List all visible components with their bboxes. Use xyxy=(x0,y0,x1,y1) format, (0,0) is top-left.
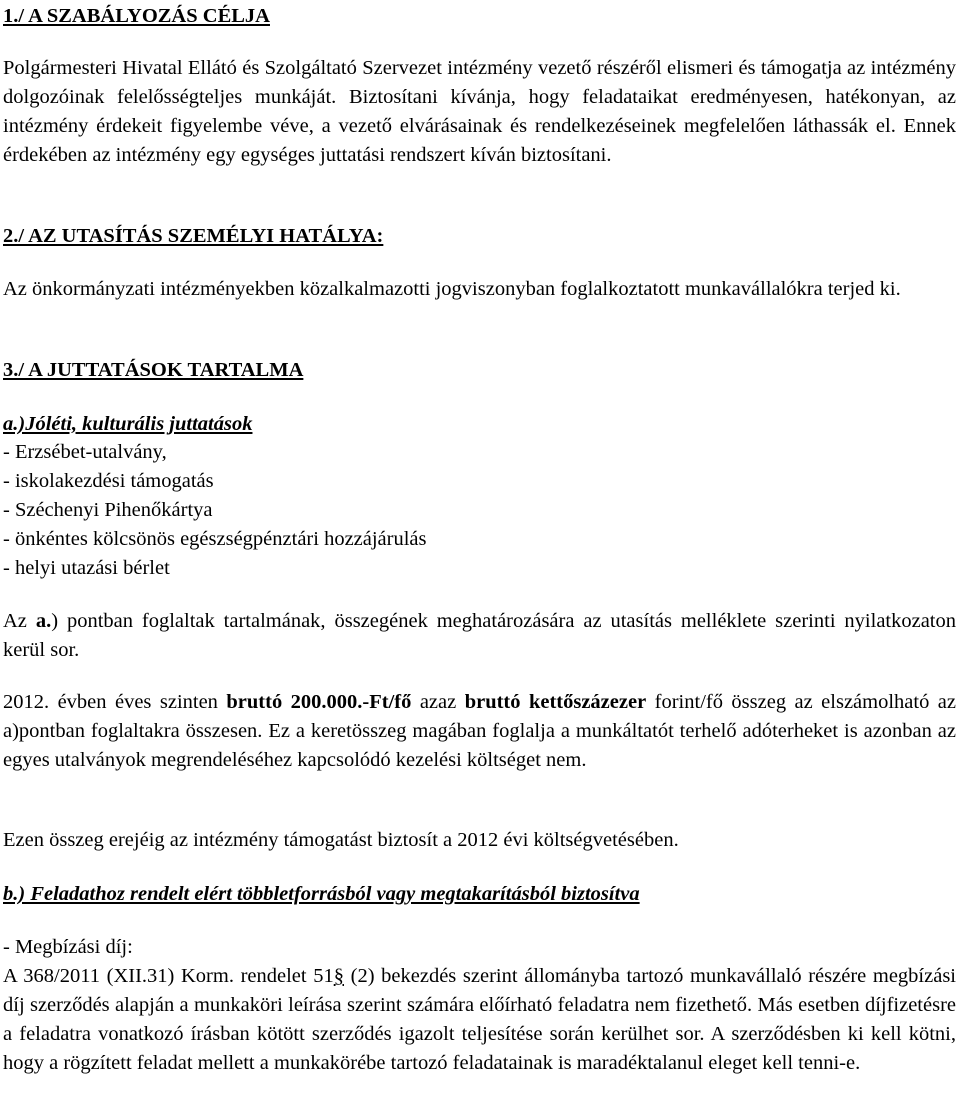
paragraph-decree xyxy=(3,962,956,1078)
paragraph-text: ) pontban foglaltak tartalmának, összegének meghatározására az utasítás melléklete szerinti nyilatkozaton kerül sor. xyxy=(3,610,957,661)
list-item: - Megbízási díj: xyxy=(3,936,133,958)
paragraph-text: azaz xyxy=(411,691,465,713)
section-sign: § xyxy=(333,965,344,987)
list-item: - iskolakezdési támogatás xyxy=(3,470,214,492)
subsection-b-title: b.) Feladathoz rendelt elért többletforrásból vagy megtakarításból biztosítva xyxy=(3,883,640,905)
paragraph-statement xyxy=(3,607,956,665)
benefits-list xyxy=(3,438,956,583)
subsection-a-title: a.)Jóléti, kulturális juttatások xyxy=(3,413,253,435)
list-item: - önkéntes kölcsönös egészségpénztári hozzájárulás xyxy=(3,528,427,550)
amount-bold: bruttó 200.000.-Ft/fő xyxy=(226,691,412,713)
section-2-heading: 2./ AZ UTASÍTÁS SZEMÉLYI HATÁLYA: xyxy=(3,225,384,247)
paragraph-text: 2012. évben éves szinten xyxy=(3,691,227,713)
section-1-paragraph: Polgármesteri Hivatal Ellátó és Szolgáltató Szervezet intézmény vezető részéről elismeri és támogatja az intézmény dolgozóinak felelősségteljes munkáját. Biztosítani kívánja, hogy feladataikat eredményesen, hatékonyan, az intézmény érdekeit figyelembe véve, a vezető elvárásainak és rendelkezéseinek megfelelően láthassák el. Ennek érdekében az intézmény egy egységes juttatási rendszert kíván biztosítani. xyxy=(3,57,956,166)
amount-words-bold: bruttó kettőszázezer xyxy=(464,691,647,713)
paragraph-budget: Ezen összeg erejéig az intézmény támogatást biztosít a 2012 évi költségvetésében. xyxy=(3,829,679,851)
section-2-paragraph: Az önkormányzati intézményekben közalkalmazotti jogviszonyban foglalkoztatott munkavállalókra terjed ki. xyxy=(3,278,901,300)
paragraph-text: Az xyxy=(3,610,36,632)
list-item: - Erzsébet-utalvány, xyxy=(3,441,167,463)
paragraph-amount xyxy=(3,688,956,775)
section-3-heading: 3./ A JUTTATÁSOK TARTALMA xyxy=(3,359,304,381)
paragraph-text: A 368/2011 (XII.31) Korm. rendelet 51 xyxy=(3,965,334,987)
paragraph-text: (2) bekezdés szerint állományba tartozó munkavállaló részére megbízási díj szerződés alapján a munkaköri leírása szerint számára előírható feladatra nem fizethető. Más esetben díjfizetésre a feladatra vonatkozó írásban kötött szerződés igazolt teljesítése során kerülhet sor. A szerződésben ki kell kötni, hogy a rögzített feladat mellett a munkakörébe tartozó feladatainak is maradéktalanul eleget kell tenni-e. xyxy=(3,965,956,1074)
list-item: - helyi utazási bérlet xyxy=(3,557,170,579)
paragraph-bold-ref: a. xyxy=(35,610,52,632)
section-1-heading: 1./ A SZABÁLYOZÁS CÉLJA xyxy=(3,5,270,27)
paragraph-text: forint/fő összeg az elszámolható az a)pontban foglaltakra összesen. Ez a keretösszeg magában foglalja a munkáltatót terhelő adóterheket is azonban az egyes utalványok megrendeléséhez kapcsolódó kezelési költséget nem. xyxy=(3,691,956,771)
list-item: - Széchenyi Pihenőkártya xyxy=(3,499,213,521)
